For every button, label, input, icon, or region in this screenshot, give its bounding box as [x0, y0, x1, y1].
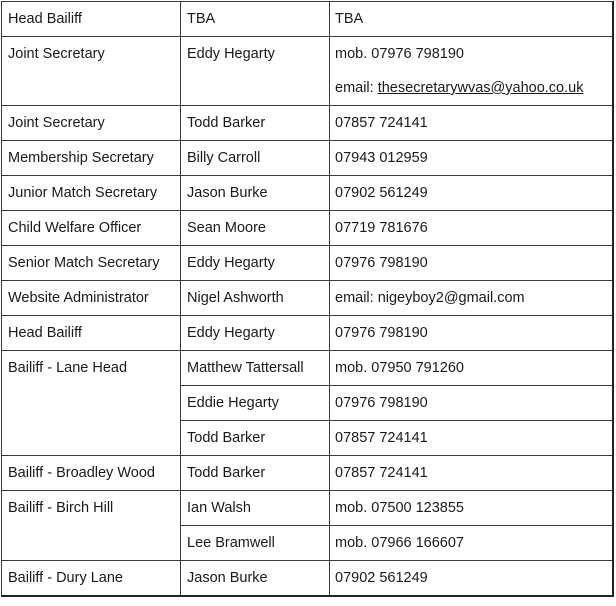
contact-cell: 07719 781676 — [330, 211, 614, 246]
contact-cell: 07857 724141 — [330, 421, 614, 456]
table-row — [2, 246, 614, 281]
role-cell: Child Welfare Officer — [2, 211, 181, 246]
contact-cell: mob. 07950 791260 — [330, 351, 614, 386]
role-cell: Head Bailiff — [2, 2, 181, 37]
name-cell: Jason Burke — [181, 561, 330, 597]
name-cell: Eddy Hegarty — [181, 37, 330, 106]
table-row — [2, 351, 614, 386]
contact-cell: 07976 798190 — [330, 316, 614, 351]
email-link[interactable]: thesecretarywvas@yahoo.co.uk — [377, 80, 584, 96]
name-cell: Todd Barker — [181, 106, 330, 141]
role-cell: Head Bailiff — [2, 316, 181, 351]
table-row — [2, 106, 614, 141]
name-cell: Jason Burke — [181, 176, 330, 211]
contact-cell: TBA — [330, 2, 614, 37]
name-cell: Todd Barker — [181, 421, 330, 456]
officers-table — [1, 1, 614, 597]
table-row — [2, 2, 614, 37]
contact-cell: mob. 07966 166607 — [330, 526, 614, 561]
contact-cell: 07902 561249 — [330, 561, 614, 597]
table-row — [2, 456, 614, 491]
name-cell: Eddy Hegarty — [181, 246, 330, 281]
role-cell: Bailiff - Broadley Wood — [2, 456, 181, 491]
role-cell: Bailiff - Dury Lane — [2, 561, 181, 597]
name-cell: TBA — [181, 2, 330, 37]
table-row — [2, 561, 614, 597]
name-cell: Sean Moore — [181, 211, 330, 246]
role-cell: Senior Match Secretary — [2, 246, 181, 281]
contact-cell: email: nigeyboy2@gmail.com — [330, 281, 614, 316]
mobile-text: mob. 07976 798190 — [335, 46, 464, 62]
name-cell: Nigel Ashworth — [181, 281, 330, 316]
role-cell: Junior Match Secretary — [2, 176, 181, 211]
name-cell: Eddie Hegarty — [181, 386, 330, 421]
contact-cell: mob. 07500 123855 — [330, 491, 614, 526]
name-cell: Lee Bramwell — [181, 526, 330, 561]
contact-cell: 07943 012959 — [330, 141, 614, 176]
role-cell: Joint Secretary — [2, 106, 181, 141]
contact-cell: 07857 724141 — [330, 106, 614, 141]
table-row — [2, 281, 614, 316]
role-cell: Membership Secretary — [2, 141, 181, 176]
role-cell: Bailiff - Birch Hill — [2, 491, 181, 561]
name-cell: Billy Carroll — [181, 141, 330, 176]
email-line — [335, 71, 606, 105]
table-row — [2, 37, 614, 106]
table-row — [2, 316, 614, 351]
name-cell: Matthew Tattersall — [181, 351, 330, 386]
role-cell: Joint Secretary — [2, 37, 181, 106]
contact-cell: 07857 724141 — [330, 456, 614, 491]
contact-cell: 07976 798190 — [330, 246, 614, 281]
name-cell: Eddy Hegarty — [181, 316, 330, 351]
contact-cell: 07902 561249 — [330, 176, 614, 211]
table-row — [2, 141, 614, 176]
name-cell: Todd Barker — [181, 456, 330, 491]
role-cell: Website Administrator — [2, 281, 181, 316]
name-cell: Ian Walsh — [181, 491, 330, 526]
table-row — [2, 491, 614, 526]
contact-cell: 07976 798190 — [330, 386, 614, 421]
table-row — [2, 176, 614, 211]
role-cell: Bailiff - Lane Head — [2, 351, 181, 456]
table-row — [2, 211, 614, 246]
email-prefix: email: — [335, 80, 378, 96]
contact-cell — [330, 37, 614, 106]
